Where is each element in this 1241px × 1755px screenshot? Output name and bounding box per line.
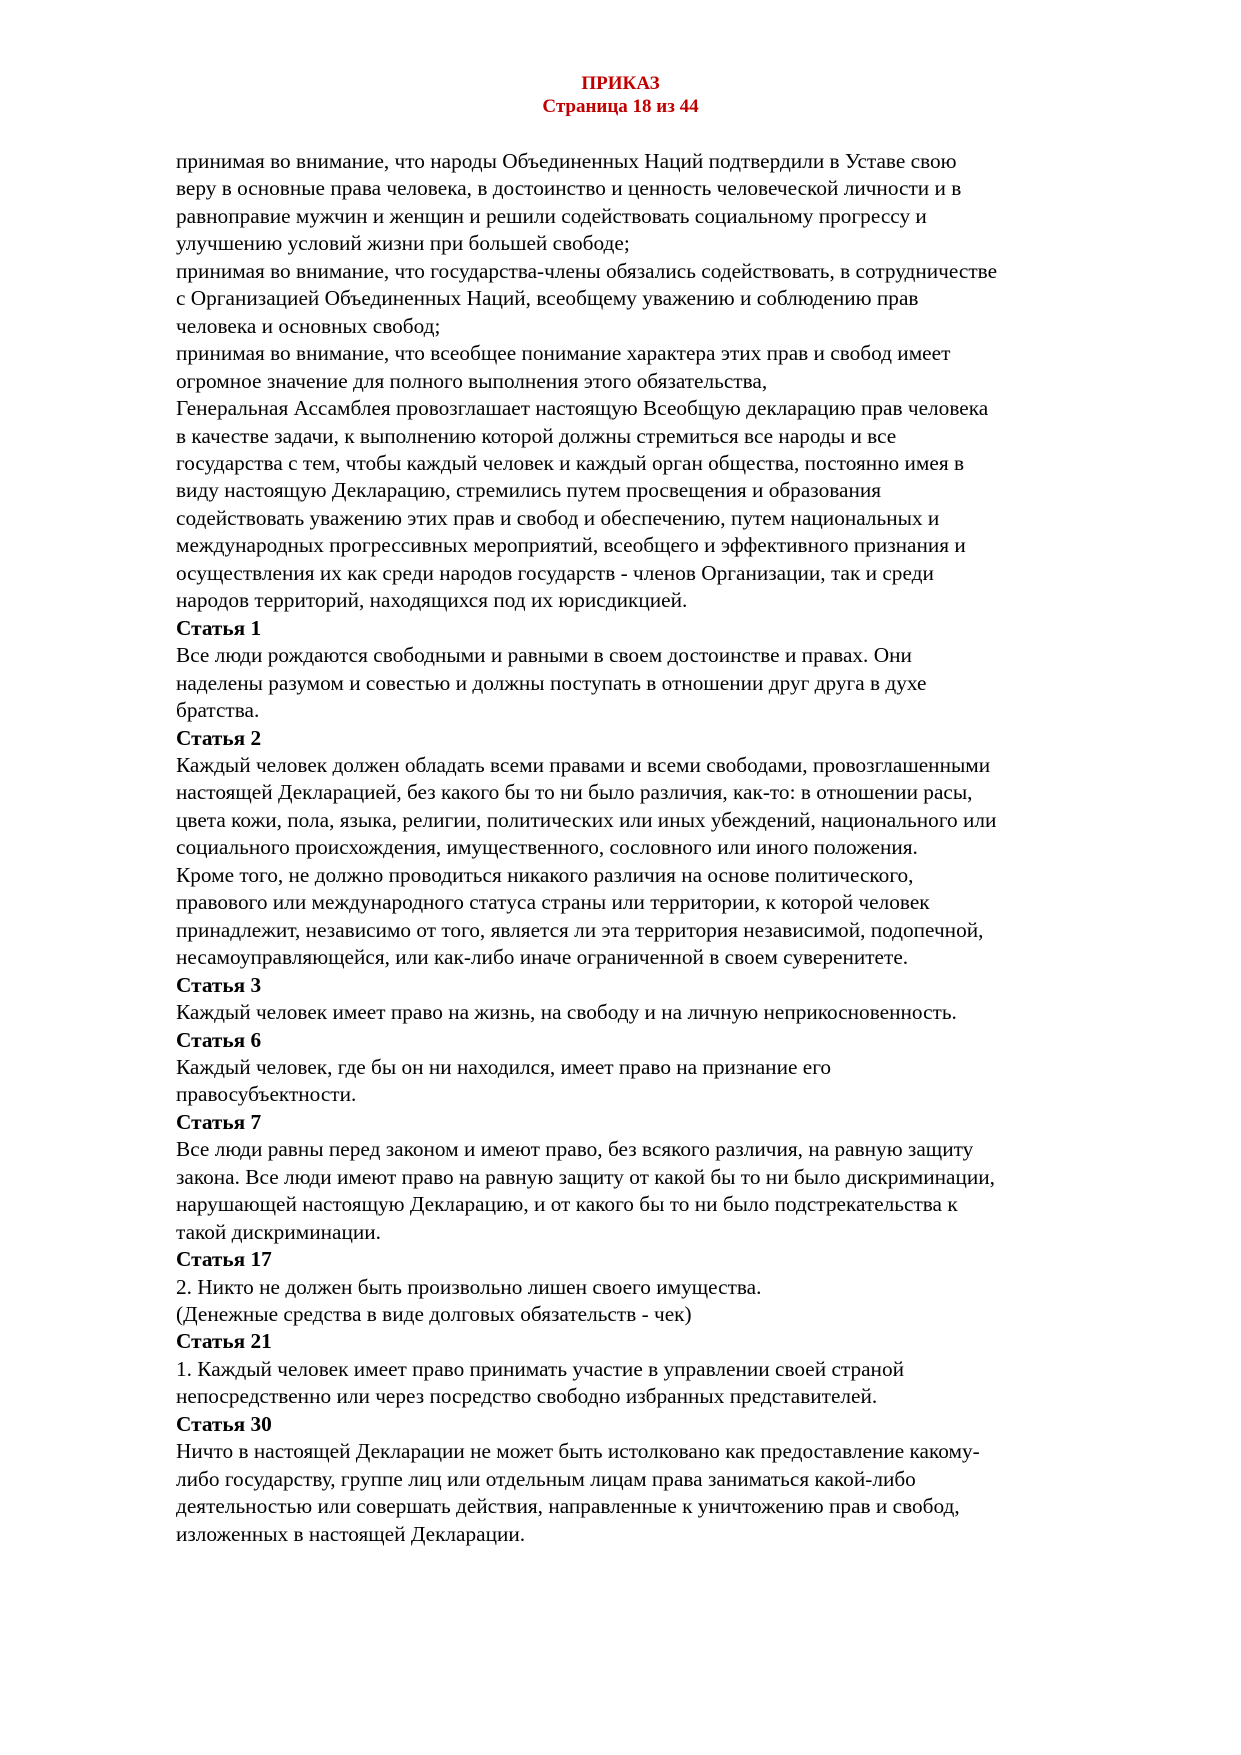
preamble-line: улучшению условий жизни при большей свободе; [176, 231, 630, 256]
article-text-line: Каждый человек имеет право на жизнь, на свободу и на личную неприкосновенность. [176, 1000, 957, 1025]
article-section [176, 1328, 1176, 1410]
article-heading: Статья 30 [176, 1411, 272, 1436]
preamble-line: принимая во внимание, что государства-члены обязались содействовать, в сотрудничестве [176, 258, 998, 283]
page-header [0, 72, 1241, 118]
article-text-line: закона. Все люди имеют право на равную защиту от какой бы то ни было дискриминации, [176, 1164, 995, 1189]
article-heading: Статья 17 [176, 1247, 272, 1272]
article-section [176, 725, 1176, 972]
preamble-line: огромное значение для полного выполнения этого обязательства, [176, 368, 768, 393]
preamble-line: равноправие мужчин и женщин и решили содействовать социальному прогрессу и [176, 203, 927, 228]
article-section [176, 1027, 1176, 1109]
preamble-line: осуществления их как среди народов государств - членов Организации, так и среди [176, 560, 934, 585]
article-text-line: принадлежит, независимо от того, является ли эта территория независимой, подопечной, [176, 917, 984, 942]
preamble [176, 148, 1176, 615]
preamble-line: человека и основных свобод; [176, 313, 441, 338]
article-text-line: нарушающей настоящую Декларацию, и от какого бы то ни было подстрекательства к [176, 1192, 958, 1217]
page-number-label: Страница 18 из 44 [542, 96, 699, 117]
preamble-line: Генеральная Ассамблея провозглашает настоящую Всеобщую декларацию прав человека [176, 396, 989, 421]
article-text-line: цвета кожи, пола, языка, религии, политических или иных убеждений, национального или [176, 807, 997, 832]
article-text-line: либо государству, группе лиц или отдельным лицам права заниматься какой-либо [176, 1466, 916, 1491]
article-heading: Статья 21 [176, 1329, 272, 1354]
document-body [176, 148, 1176, 1548]
article-text-line: Каждый человек, где бы он ни находился, имеет право на признание его [176, 1054, 832, 1079]
article-text-line: деятельностью или совершать действия, направленные к уничтожению прав и свобод, [176, 1494, 960, 1519]
article-section [176, 972, 1176, 1027]
preamble-line: содействовать уважению этих прав и свобод и обеспечению, путем национальных и [176, 505, 940, 530]
article-text-line: Ничто в настоящей Декларации не может быть истолковано как предоставление какому- [176, 1439, 980, 1464]
article-heading: Статья 1 [176, 615, 262, 640]
article-heading: Статья 7 [176, 1109, 262, 1134]
article-text-line: социального происхождения, имущественного, сословного или иного положения. [176, 835, 918, 860]
document-title: ПРИКАЗ [581, 73, 660, 94]
article-text-line: (Денежные средства в виде долговых обязательств - чек) [176, 1302, 692, 1327]
article-text-line: Все люди рождаются свободными и равными в своем достоинстве и правах. Они [176, 643, 912, 668]
article-heading: Статья 6 [176, 1027, 262, 1052]
preamble-line: принимая во внимание, что народы Объединенных Наций подтвердили в Уставе свою [176, 149, 957, 173]
preamble-line: принимая во внимание, что всеобщее понимание характера этих прав и свобод имеет [176, 341, 951, 366]
article-text-line: правосубъектности. [176, 1082, 357, 1107]
preamble-line: в качестве задачи, к выполнению которой должны стремиться все народы и все [176, 423, 897, 448]
article-text-line: изложенных в настоящей Декларации. [176, 1521, 526, 1546]
article-text-line: Все люди равны перед законом и имеют право, без всякого различия, на равную защиту [176, 1137, 974, 1162]
article-text-line: братства. [176, 698, 260, 723]
article-heading: Статья 3 [176, 972, 262, 997]
article-text-line: наделены разумом и совестью и должны поступать в отношении друг друга в духе [176, 670, 927, 695]
preamble-line: государства с тем, чтобы каждый человек и каждый орган общества, постоянно имея в [176, 450, 965, 475]
article-text-line: несамоуправляющейся, или как-либо иначе ограниченной в своем суверенитете. [176, 945, 909, 970]
article-text-line: Каждый человек должен обладать всеми правами и всеми свободами, провозглашенными [176, 752, 991, 777]
article-text-line: 2. Никто не должен быть произвольно лишен своего имущества. [176, 1274, 762, 1299]
preamble-line: народов территорий, находящихся под их юрисдикцией. [176, 588, 688, 613]
preamble-line: веру в основные права человека, в достоинство и ценность человеческой личности и в [176, 176, 962, 201]
article-section [176, 1246, 1176, 1328]
article-text-line: непосредственно или через посредство свободно избранных представителей. [176, 1384, 878, 1409]
article-text-line: правового или международного статуса страны или территории, к которой человек [176, 890, 930, 915]
preamble-line: международных прогрессивных мероприятий, всеобщего и эффективного признания и [176, 533, 966, 558]
article-section [176, 1411, 1176, 1548]
article-text-line: 1. Каждый человек имеет право принимать участие в управлении своей страной [176, 1356, 905, 1381]
article-text-line: Кроме того, не должно проводиться никакого различия на основе политического, [176, 862, 914, 887]
article-section [176, 1109, 1176, 1246]
article-heading: Статья 2 [176, 725, 262, 750]
article-text-line: настоящей Декларацией, без какого бы то ни было различия, как-то: в отношении расы, [176, 780, 973, 805]
preamble-line: виду настоящую Декларацию, стремились путем просвещения и образования [176, 478, 882, 503]
article-section [176, 615, 1176, 725]
article-text-line: такой дискриминации. [176, 1219, 381, 1244]
preamble-line: с Организацией Объединенных Наций, всеобщему уважению и соблюдению прав [176, 286, 919, 311]
